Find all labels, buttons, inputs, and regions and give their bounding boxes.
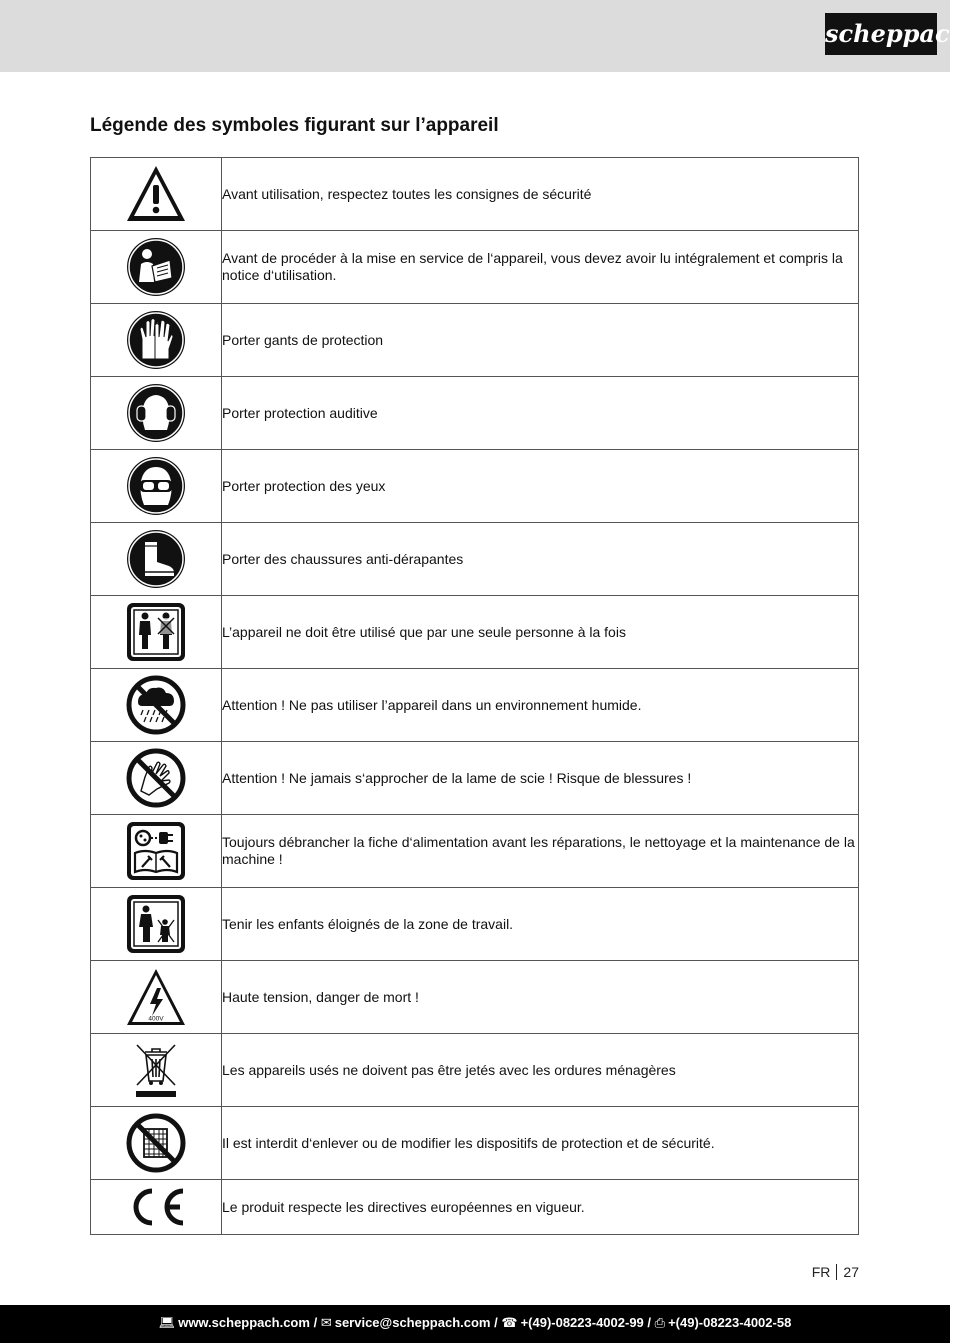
- table-row: [91, 961, 859, 1034]
- no-rain-icon: [125, 674, 187, 736]
- legend-text: Avant de procéder à la mise en service de l‘appareil, vous devez avoir lu intégralement et compris la notice d‘utilisation.: [222, 231, 859, 304]
- legend-text: Toujours débrancher la fiche d‘alimentation avant les réparations, le nettoyage et la maintenance de la machine !: [222, 815, 859, 888]
- table-row: [91, 523, 859, 596]
- symbol-legend-table: [90, 157, 859, 1235]
- footer-separator: /: [313, 1315, 318, 1330]
- warning-triangle-icon: [125, 163, 187, 225]
- email-icon: ✉: [320, 1315, 332, 1330]
- protective-gloves-icon: [125, 309, 187, 371]
- ce-mark-icon: [125, 1186, 187, 1228]
- legend-text: Porter protection auditive: [222, 377, 859, 450]
- table-row: [91, 450, 859, 523]
- table-row: [91, 888, 859, 961]
- header-bar: [0, 0, 967, 72]
- footer-website: www.scheppach.com: [178, 1315, 310, 1330]
- page-number-divider: [836, 1264, 837, 1280]
- legend-text: Attention ! Ne jamais s‘approcher de la lame de scie ! Risque de blessures !: [222, 742, 859, 815]
- legend-text: Avant utilisation, respectez toutes les consignes de sécurité: [222, 158, 859, 231]
- table-row: [91, 815, 859, 888]
- fax-icon: ⎙: [654, 1315, 666, 1330]
- page-number: [812, 1264, 859, 1280]
- single-operator-icon: [125, 601, 187, 663]
- legend-text: Porter protection des yeux: [222, 450, 859, 523]
- table-row: [91, 304, 859, 377]
- table-row: [91, 158, 859, 231]
- footer-bar: [0, 1305, 950, 1343]
- safety-boots-icon: [125, 528, 187, 590]
- legend-text: Le produit respecte les directives européennes en vigueur.: [222, 1180, 859, 1235]
- unplug-before-maintenance-icon: [125, 820, 187, 882]
- keep-children-away-icon: [125, 893, 187, 955]
- eye-protection-icon: [125, 455, 187, 517]
- page-title: Légende des symboles figurant sur l’appareil: [90, 115, 499, 136]
- legend-text: Porter gants de protection: [222, 304, 859, 377]
- table-row: [91, 377, 859, 450]
- table-row: [91, 669, 859, 742]
- computer-icon: 💻︎: [158, 1315, 176, 1330]
- brand-logo: scheppach: [825, 13, 937, 55]
- page-number-value: 27: [843, 1264, 859, 1280]
- do-not-remove-guards-icon: [125, 1112, 187, 1174]
- high-voltage-icon: [125, 966, 187, 1028]
- crossed-out-bin-icon: [125, 1039, 187, 1101]
- ear-protection-icon: [125, 382, 187, 444]
- footer-phone: +(49)-08223-4002-99: [520, 1315, 644, 1330]
- legend-text: Tenir les enfants éloignés de la zone de travail.: [222, 888, 859, 961]
- table-row: [91, 1034, 859, 1107]
- footer-separator: /: [494, 1315, 498, 1330]
- table-row: [91, 1180, 859, 1235]
- legend-text: Attention ! Ne pas utiliser l’appareil dans un environnement humide.: [222, 669, 859, 742]
- legend-text: L’appareil ne doit être utilisé que par une seule personne à la fois: [222, 596, 859, 669]
- voltage-label: 400V: [148, 1015, 164, 1023]
- footer-fax: +(49)-08223-4002-58: [668, 1315, 792, 1330]
- phone-icon: ☎: [501, 1315, 518, 1330]
- read-manual-icon: [125, 236, 187, 298]
- footer-separator: /: [647, 1315, 652, 1330]
- page-language: FR: [811, 1264, 831, 1280]
- legend-text: Haute tension, danger de mort !: [222, 961, 859, 1034]
- legend-text: Les appareils usés ne doivent pas être jetés avec les ordures ménagères: [222, 1034, 859, 1107]
- table-row: [91, 596, 859, 669]
- table-row: [91, 1107, 859, 1180]
- table-row: [91, 231, 859, 304]
- no-hand-near-blade-icon: [125, 747, 187, 809]
- table-row: [91, 742, 859, 815]
- legend-text: Porter des chaussures anti-dérapantes: [222, 523, 859, 596]
- footer-email: service@scheppach.com: [334, 1315, 491, 1330]
- legend-text: Il est interdit d‘enlever ou de modifier les dispositifs de protection et de sécurité.: [222, 1107, 859, 1180]
